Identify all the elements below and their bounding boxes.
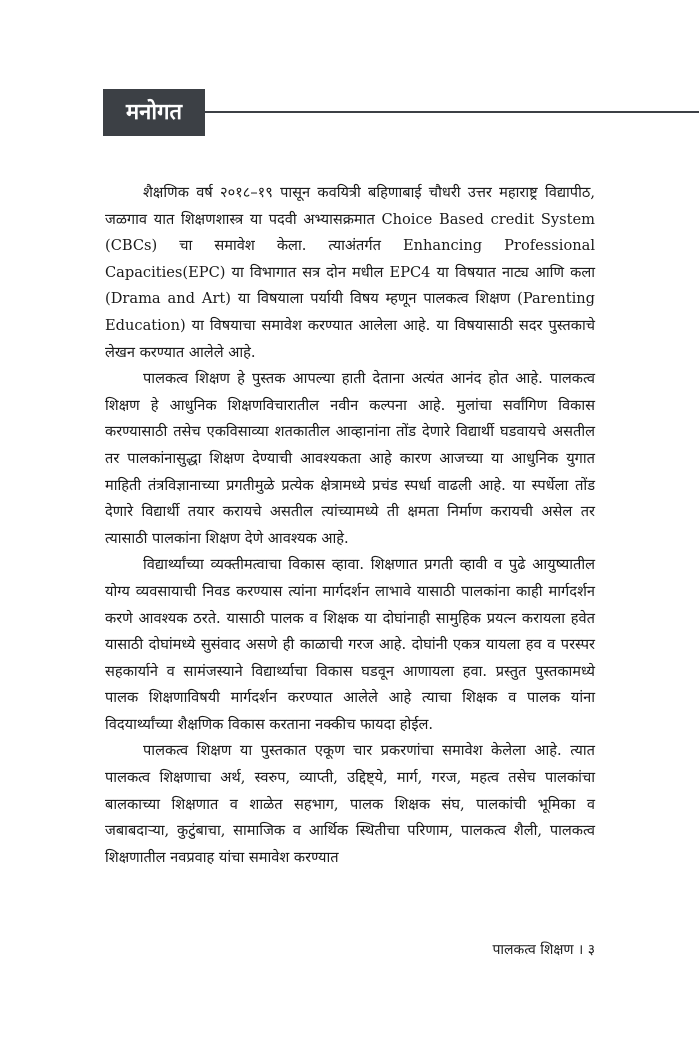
section-heading (103, 89, 699, 137)
paragraph-3: विद्यार्थ्यांच्या व्यक्तीमत्वाचा विकास व्हावा. शिक्षणात प्रगती व्हावी व पुढे आयुष्यातील योग्य व्यवसायाची निवड करण्यास त्यांना मार्गदर्शन लाभावे यासाठी पालकांना काही मार्गदर्शन करणे आवश्यक ठरते. यासाठी पालक व शिक्षक या दोघांनाही सामुहिक प्रयत्न करायला हवेत यासाठी दोघांमध्ये सुसंवाद असणे ही काळाची गरज आहे. दोघांनी एकत्र यायला हव व परस्पर सहकार्याने व सामंजस्याने विद्यार्थ्याचा विकास घडवून आणायला हवा. प्रस्तुत पुस्तकामध्ये पालक शिक्षणाविषयी मार्गदर्शन करण्यात आलेले आहे त्याचा शिक्षक व पालक यांना विदयार्थ्यांच्या शैक्षणिक विकास करताना नक्कीच फायदा होईल. (105, 556, 595, 733)
page-footer: पालकत्व शिक्षण । ३ (492, 942, 595, 958)
paragraph-2: पालकत्व शिक्षण हे पुस्तक आपल्या हाती देताना अत्यंत आनंद होत आहे. पालकत्व शिक्षण हे आधुनिक शिक्षणविचारातील नवीन कल्पना आहे. मुलांचा सर्वांगिण विकास करण्यासाठी तसेच एकविसाव्या शतकातील आव्हानांना तोंड देणारे विद्यार्थी घडवायचे असतील तर पालकांनासुद्धा शिक्षण देण्याची आवश्यकता आहे कारण आजच्या या आधुनिक युगात माहिती तंत्रविज्ञानाच्या प्रगतीमुळे प्रत्येक क्षेत्रामध्ये प्रचंड स्पर्धा वाढली आहे. या स्पर्धेला तोंड देणारे विद्यार्थी तयार करायचे असतील त्यांच्यामध्ये ती क्षमता निर्माण करायची असेल तर त्यासाठी पालकांना शिक्षण देणे आवश्यक आहे. (105, 370, 595, 547)
paragraph-4: पालकत्व शिक्षण या पुस्तकात एकूण चार प्रकरणांचा समावेश केलेला आहे. त्यात पालकत्व शिक्षणाचा अर्थ, स्वरुप, व्याप्ती, उद्दिष्ट्ये, मार्ग, गरज, महत्व तसेच पालकांचा बालकाच्या शिक्षणात व शाळेत सहभाग, पालक शिक्षक संघ, पालकांची भूमिका व जबाबदाऱ्या, कुटुंबाचा, सामाजिक व आर्थिक स्थितीचा परिणाम, पालकत्व शैली, पालकत्व शिक्षणातील नवप्रवाह यांचा समावेश करण्यात (105, 742, 595, 866)
paragraph-1: शैक्षणिक वर्ष २०१८–१९ पासून कवयित्री बहिणाबाई चौधरी उत्तर महाराष्ट्र विद्यापीठ, जळगाव यात शिक्षणशास्त्र या पदवी अभ्यासक्रमात Choice Based credit System (CBCs) चा समावेश केला. त्याअंतर्गत Enhancing Professional Capacities(EPC) या विभागात सत्र दोन मधील EPC4 या विषयात नाट्य आणि कला (Drama and Art) या विषयाला पर्यायी विषय म्हणून पालकत्व शिक्षण (Parenting Education) या विषयाचा समावेश करण्यात आलेला आहे. या विषयासाठी सदर पुस्तकाचे लेखन करण्यात आलेले आहे. (105, 184, 595, 361)
heading-rule (205, 111, 699, 113)
section-title: मनोगत (103, 89, 205, 136)
body-text (105, 180, 595, 871)
